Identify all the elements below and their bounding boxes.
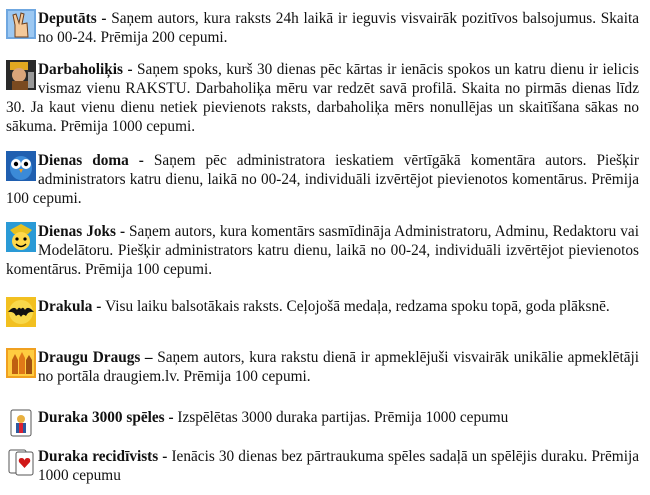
- medal-entry-deputats: Deputāts - Saņem autors, kura raksts 24h laikā ir ieguvis visvairāk pozitīvos balsojumus. Skaita no 00-24. Prēmija 200 cepumi.: [6, 9, 639, 47]
- medal-description: Saņem autors, kura raksts 24h laikā ir ieguvis visvairāk pozitīvos balsojumus. Skaita no 00-24. Prēmija 200 cepumi.: [38, 10, 639, 46]
- medal-entry-darbaholikis: Darbaholiķis - Saņem spoks, kurš 30 dienas pēc kārtas ir ienācis spokos un katru dienu ir ielicis vismaz vienu RAKSTU. Darbaholiķa mēru var redzēt savā profilā. Skaita no pirmās dienas līdz 30. Ja kaut vienu dienu netiek pievienots raksts, darbaholiķa mērs nonullējas un skaitīšana sākas no sākuma. Prēmija 1000 cepumi.: [6, 61, 639, 135]
- medal-title: Dienas Joks: [38, 223, 116, 240]
- medal-description: Izspēlētas 3000 duraka partijas. Prēmija 1000 cepumu: [177, 409, 509, 426]
- owl-icon: [6, 151, 36, 181]
- medal-title: Drakula: [38, 298, 93, 315]
- medal-entry-drakula: Drakula - Visu laiku balsotākais raksts. Ceļojošā medaļa, redzama spoku topā, goda plāksnē.: [6, 297, 639, 327]
- worker-avatar-icon: [6, 60, 36, 90]
- medal-title: Deputāts: [38, 10, 97, 27]
- peace-hand-icon: [6, 9, 36, 39]
- medal-description: Saņem autors, kura komentārs sasmīdināja Administratoru, Adminu, Redaktoru vai Modelātoru. Piešķir administrators katru dienu, laikā no 00-24, individuāli izvērtējot pievienotos komentārus. Prēmija 100 cepumi.: [6, 223, 639, 278]
- medal-title: Duraka recidīvists: [38, 448, 159, 465]
- playing-card-icon: [6, 408, 36, 438]
- medal-description: Saņem spoks, kurš 30 dienas pēc kārtas ir ienācis spokos un katru dienu ir ielicis vismaz vienu RAKSTU. Darbaholiķa mēru var redzēt savā profilā. Skaita no pirmās dienas līdz 30. Ja kaut vienu dienu netiek pievienots raksts, darbaholiķa mērs nonullējas un skaitīšana sākas no sākuma. Prēmija 1000 cepumi.: [6, 61, 639, 135]
- medal-description: Visu laiku balsotākais raksts. Ceļojošā medaļa, redzama spoku topā, goda plāksnē.: [105, 298, 610, 315]
- medal-description: Ienācis 30 dienas bez pārtraukuma spēles sadaļā un spēlējis duraku. Prēmija 1000 cepumu: [38, 448, 639, 484]
- medal-entry-duraka-recidivists: Duraka recidīvists - Ienācis 30 dienas bez pārtraukuma spēles sadaļā un spēlējis duraku. Prēmija 1000 cepumu: [6, 447, 639, 485]
- medal-description: Saņem autors, kura rakstu dienā ir apmeklējuši visvairāk unikālie apmeklētāji no portāla draugiem.lv. Prēmija 100 cepumi.: [38, 349, 640, 385]
- bat-icon: [6, 297, 36, 327]
- medal-entry-dienas-joks: Dienas Joks - Saņem autors, kura komentārs sasmīdināja Administratoru, Adminu, Redaktoru vai Modelātoru. Piešķir administrators katru dienu, laikā no 00-24, individuāli izvērtējot pievienotos komentārus. Prēmija 100 cepumi.: [6, 223, 639, 278]
- ace-of-hearts-icon: [6, 447, 36, 477]
- joker-face-icon: [6, 222, 36, 252]
- medal-entry-dienas-doma: Dienas doma - Saņem pēc administratora ieskatiem vērtīgākā komentāra autors. Piešķir administrators katru dienu, laikā no 00-24, individuāli izvērtējot pievienotos komentārus. Prēmija 100 cepumi.: [6, 152, 639, 207]
- medal-title: Darbaholiķis: [38, 61, 124, 78]
- medal-entry-draugu-draugs: Draugu Draugs – Saņem autors, kura rakstu dienā ir apmeklējuši visvairāk unikālie apmeklētāji no portāla draugiem.lv. Prēmija 100 cepumi.: [6, 348, 639, 386]
- friends-icon: [6, 348, 36, 378]
- medal-title: Dienas doma: [38, 152, 129, 169]
- medal-entry-duraka-3000-speles: Duraka 3000 spēles - Izspēlētas 3000 duraka partijas. Prēmija 1000 cepumu: [6, 408, 639, 438]
- medal-title: Draugu Draugs: [38, 349, 141, 366]
- medal-description: Saņem pēc administratora ieskatiem vērtīgākā komentāra autors. Piešķir administrators katru dienu, laikā no 00-24, individuāli izvērtējot pievienotos komentārus. Prēmija 100 cepumi.: [6, 152, 639, 207]
- medal-title: Duraka 3000 spēles: [38, 409, 165, 426]
